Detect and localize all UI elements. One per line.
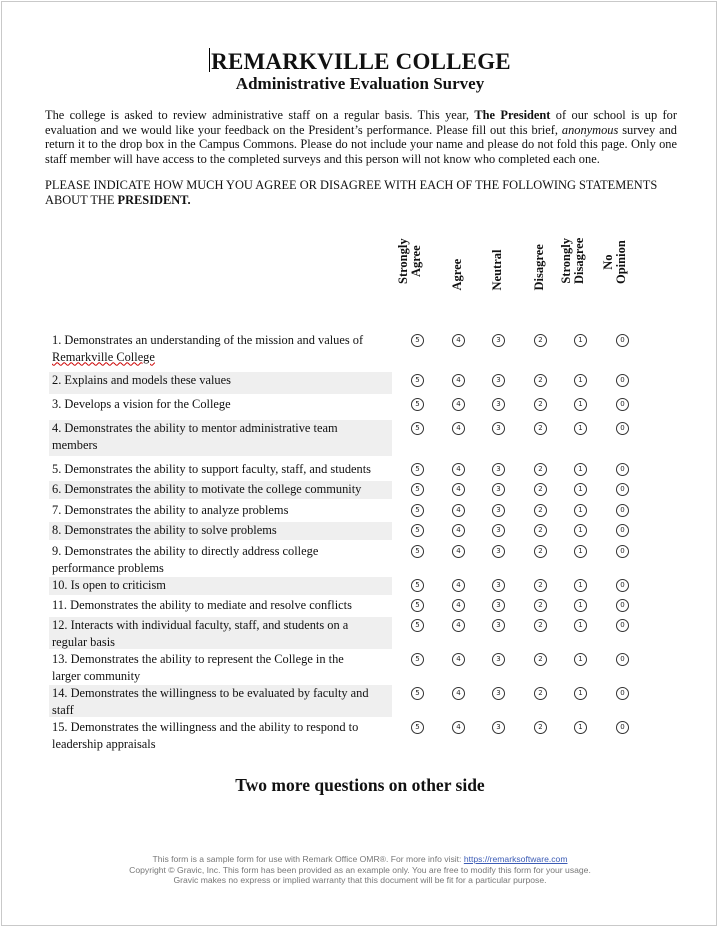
college-name-text: REMARKVILLE COLLEGE bbox=[211, 49, 511, 74]
response-bubble-neutral[interactable]: 3 bbox=[492, 579, 505, 592]
response-bubble-no-opinion[interactable]: 0 bbox=[616, 579, 629, 592]
response-bubble-no-opinion[interactable]: 0 bbox=[616, 374, 629, 387]
response-bubble-disagree[interactable]: 2 bbox=[534, 524, 547, 537]
response-bubble-neutral[interactable]: 3 bbox=[492, 398, 505, 411]
response-bubble-neutral[interactable]: 3 bbox=[492, 721, 505, 734]
response-bubble-strongly-disagree[interactable]: 1 bbox=[574, 504, 587, 517]
question-text-continued: performance problems bbox=[52, 560, 164, 575]
response-bubble-agree[interactable]: 4 bbox=[452, 579, 465, 592]
response-bubble-strongly-disagree[interactable]: 1 bbox=[574, 599, 587, 612]
response-bubble-strongly-disagree[interactable]: 1 bbox=[574, 653, 587, 666]
response-bubble-neutral[interactable]: 3 bbox=[492, 483, 505, 496]
survey-page bbox=[1, 1, 717, 926]
column-header-strongly-disagree bbox=[559, 217, 603, 297]
question-row bbox=[49, 332, 392, 366]
response-bubble-disagree[interactable]: 2 bbox=[534, 545, 547, 558]
column-header-label: No Opinion bbox=[601, 240, 628, 284]
footer-line-2: Copyright © Gravic, Inc. This form has been provided as an example only. You are free to modify this form for your usage. bbox=[129, 864, 591, 875]
column-header-label: Strongly Agree bbox=[396, 238, 423, 284]
footer bbox=[2, 854, 718, 886]
footer-link[interactable]: https://remarksoftware.com bbox=[463, 854, 568, 864]
response-bubble-strongly-agree[interactable]: 5 bbox=[411, 524, 424, 537]
question-text: 12. Interacts with individual faculty, staff, and students on a bbox=[52, 618, 349, 632]
response-bubble-neutral[interactable]: 3 bbox=[492, 374, 505, 387]
response-bubble-no-opinion[interactable]: 0 bbox=[616, 398, 629, 411]
survey-title: Administrative Evaluation Survey bbox=[235, 74, 485, 93]
question-text: 9. Demonstrates the ability to directly address college bbox=[52, 544, 319, 558]
question-row bbox=[49, 543, 392, 575]
response-bubble-neutral[interactable]: 3 bbox=[492, 653, 505, 666]
response-bubble-strongly-agree[interactable]: 5 bbox=[411, 579, 424, 592]
question-row bbox=[49, 577, 392, 595]
response-bubble-agree[interactable]: 4 bbox=[452, 721, 465, 734]
response-bubble-disagree[interactable]: 2 bbox=[534, 579, 547, 592]
response-bubble-strongly-disagree[interactable]: 1 bbox=[574, 483, 587, 496]
intro-italic: anonymous bbox=[561, 122, 619, 137]
response-bubble-strongly-disagree[interactable]: 1 bbox=[574, 687, 587, 700]
response-bubble-no-opinion[interactable]: 0 bbox=[616, 721, 629, 734]
response-bubble-no-opinion[interactable]: 0 bbox=[616, 524, 629, 537]
question-row bbox=[49, 481, 392, 499]
question-text-continued: Remarkville College bbox=[52, 349, 155, 364]
question-text-continued: members bbox=[52, 437, 98, 452]
question-text: 13. Demonstrates the ability to represent the College in the bbox=[52, 652, 344, 666]
question-row bbox=[49, 597, 392, 615]
response-bubble-disagree[interactable]: 2 bbox=[534, 721, 547, 734]
column-header-label: Neutral bbox=[490, 249, 504, 291]
column-header-label: Agree bbox=[450, 258, 464, 291]
footer-line-1 bbox=[2, 854, 718, 865]
column-header-no-opinion bbox=[601, 217, 645, 297]
response-bubble-disagree[interactable]: 2 bbox=[534, 463, 547, 476]
response-bubble-strongly-agree[interactable]: 5 bbox=[411, 599, 424, 612]
question-text: 8. Demonstrates the ability to solve problems bbox=[52, 523, 277, 537]
response-bubble-no-opinion[interactable]: 0 bbox=[616, 334, 629, 347]
response-bubble-strongly-disagree[interactable]: 1 bbox=[574, 422, 587, 435]
instruction-bold: PRESIDENT. bbox=[117, 192, 191, 207]
response-bubble-agree[interactable]: 4 bbox=[452, 545, 465, 558]
column-header-agree bbox=[447, 217, 481, 297]
response-bubble-agree[interactable]: 4 bbox=[452, 483, 465, 496]
intro-text-c: survey and return it to the drop box in the Campus Commons. Please do not include your name and please do not fold this page. Only one staff member will have access to the completed surveys and this person will not know who completed each one. bbox=[45, 122, 678, 166]
response-bubble-strongly-agree[interactable]: 5 bbox=[411, 334, 424, 347]
question-row bbox=[49, 461, 392, 479]
response-bubble-neutral[interactable]: 3 bbox=[492, 463, 505, 476]
question-text: 15. Demonstrates the willingness and the ability to respond to bbox=[52, 720, 359, 734]
question-text: 2. Explains and models these values bbox=[52, 373, 231, 387]
question-text: 10. Is open to criticism bbox=[52, 578, 166, 592]
response-bubble-no-opinion[interactable]: 0 bbox=[616, 653, 629, 666]
response-bubble-agree[interactable]: 4 bbox=[452, 687, 465, 700]
response-bubble-disagree[interactable]: 2 bbox=[534, 504, 547, 517]
response-bubble-disagree[interactable]: 2 bbox=[534, 334, 547, 347]
response-bubble-disagree[interactable]: 2 bbox=[534, 653, 547, 666]
response-bubble-neutral[interactable]: 3 bbox=[492, 545, 505, 558]
response-bubble-agree[interactable]: 4 bbox=[452, 653, 465, 666]
response-bubble-agree[interactable]: 4 bbox=[452, 504, 465, 517]
response-bubble-strongly-agree[interactable]: 5 bbox=[411, 721, 424, 734]
question-text-continued: staff bbox=[52, 702, 74, 717]
response-bubble-strongly-agree[interactable]: 5 bbox=[411, 422, 424, 435]
intro-paragraph bbox=[45, 108, 677, 166]
question-text: 7. Demonstrates the ability to analyze problems bbox=[52, 503, 289, 517]
response-bubble-agree[interactable]: 4 bbox=[452, 422, 465, 435]
response-bubble-disagree[interactable]: 2 bbox=[534, 599, 547, 612]
college-name bbox=[2, 48, 718, 75]
intro-text-a: The college is asked to review administrative staff on a regular basis. This year, bbox=[45, 108, 475, 122]
intro-bold: The President bbox=[474, 108, 551, 122]
question-text-continued: leadership appraisals bbox=[52, 736, 156, 751]
response-bubble-strongly-agree[interactable]: 5 bbox=[411, 374, 424, 387]
more-questions-note: Two more questions on other side bbox=[235, 775, 485, 795]
question-row bbox=[49, 420, 392, 456]
response-bubble-agree[interactable]: 4 bbox=[452, 599, 465, 612]
response-bubble-no-opinion[interactable]: 0 bbox=[616, 463, 629, 476]
response-bubble-agree[interactable]: 4 bbox=[452, 334, 465, 347]
response-bubble-no-opinion[interactable]: 0 bbox=[616, 599, 629, 612]
response-bubble-neutral[interactable]: 3 bbox=[492, 524, 505, 537]
response-bubble-disagree[interactable]: 2 bbox=[534, 422, 547, 435]
response-bubble-disagree[interactable]: 2 bbox=[534, 619, 547, 632]
column-header-strongly-agree bbox=[396, 217, 440, 297]
question-text: 4. Demonstrates the ability to mentor administrative team bbox=[52, 421, 338, 435]
question-row bbox=[49, 522, 392, 540]
question-row bbox=[49, 396, 392, 418]
column-header-label: Strongly Disagree bbox=[559, 237, 586, 284]
response-bubble-no-opinion[interactable]: 0 bbox=[616, 545, 629, 558]
question-text-continued: larger community bbox=[52, 668, 141, 683]
question-row bbox=[49, 617, 392, 649]
intro-text-b: of our school is up for evaluation and we would like your feedback on the President’s performance. Please fill out this brief, bbox=[45, 108, 677, 137]
footer-line-1-text: This form is a sample form for use with Remark Office OMR®. For more info visit: bbox=[152, 854, 464, 864]
column-header-label: Disagree bbox=[532, 244, 546, 291]
question-text-continued: regular basis bbox=[52, 634, 115, 649]
response-bubble-no-opinion[interactable]: 0 bbox=[616, 483, 629, 496]
response-bubble-strongly-disagree[interactable]: 1 bbox=[574, 721, 587, 734]
question-row bbox=[49, 372, 392, 394]
response-bubble-neutral[interactable]: 3 bbox=[492, 504, 505, 517]
response-bubble-disagree[interactable]: 2 bbox=[534, 687, 547, 700]
response-bubble-neutral[interactable]: 3 bbox=[492, 687, 505, 700]
response-bubble-agree[interactable]: 4 bbox=[452, 463, 465, 476]
question-row bbox=[49, 651, 392, 683]
response-bubble-no-opinion[interactable]: 0 bbox=[616, 422, 629, 435]
question-text: 1. Demonstrates an understanding of the mission and values of bbox=[52, 333, 364, 347]
response-bubble-disagree[interactable]: 2 bbox=[534, 374, 547, 387]
response-bubble-strongly-disagree[interactable]: 1 bbox=[574, 374, 587, 387]
question-row bbox=[49, 719, 392, 753]
response-bubble-strongly-disagree[interactable]: 1 bbox=[574, 619, 587, 632]
response-bubble-neutral[interactable]: 3 bbox=[492, 619, 505, 632]
response-bubble-strongly-disagree[interactable]: 1 bbox=[574, 545, 587, 558]
response-bubble-no-opinion[interactable]: 0 bbox=[616, 687, 629, 700]
response-bubble-strongly-agree[interactable]: 5 bbox=[411, 483, 424, 496]
response-bubble-strongly-agree[interactable]: 5 bbox=[411, 398, 424, 411]
response-bubble-disagree[interactable]: 2 bbox=[534, 398, 547, 411]
question-text: 3. Develops a vision for the College bbox=[52, 397, 231, 411]
instruction bbox=[45, 178, 677, 207]
response-bubble-agree[interactable]: 4 bbox=[452, 524, 465, 537]
response-bubble-agree[interactable]: 4 bbox=[452, 619, 465, 632]
response-bubble-agree[interactable]: 4 bbox=[452, 374, 465, 387]
response-bubble-strongly-agree[interactable]: 5 bbox=[411, 463, 424, 476]
response-bubble-neutral[interactable]: 3 bbox=[492, 599, 505, 612]
response-bubble-no-opinion[interactable]: 0 bbox=[616, 619, 629, 632]
response-bubble-strongly-disagree[interactable]: 1 bbox=[574, 463, 587, 476]
response-bubble-agree[interactable]: 4 bbox=[452, 398, 465, 411]
question-text: 5. Demonstrates the ability to support faculty, staff, and students bbox=[52, 462, 371, 476]
response-bubble-strongly-agree[interactable]: 5 bbox=[411, 653, 424, 666]
response-bubble-strongly-disagree[interactable]: 1 bbox=[574, 334, 587, 347]
question-row bbox=[49, 685, 392, 717]
response-bubble-strongly-agree[interactable]: 5 bbox=[411, 619, 424, 632]
column-header-disagree bbox=[529, 217, 563, 297]
question-text: 14. Demonstrates the willingness to be evaluated by faculty and bbox=[52, 686, 369, 700]
response-bubble-strongly-agree[interactable]: 5 bbox=[411, 504, 424, 517]
column-header-neutral bbox=[487, 217, 521, 297]
response-bubble-disagree[interactable]: 2 bbox=[534, 483, 547, 496]
instruction-text: PLEASE INDICATE HOW MUCH YOU AGREE OR DISAGREE WITH EACH OF THE FOLLOWING STATEMENTS ABOUT THE bbox=[45, 178, 658, 207]
response-bubble-strongly-agree[interactable]: 5 bbox=[411, 687, 424, 700]
footer-line-3: Gravic makes no express or implied warranty that this document will be fit for a particular purpose. bbox=[173, 875, 547, 886]
response-bubble-strongly-disagree[interactable]: 1 bbox=[574, 398, 587, 411]
response-bubble-neutral[interactable]: 3 bbox=[492, 422, 505, 435]
question-row bbox=[49, 502, 392, 520]
response-bubble-neutral[interactable]: 3 bbox=[492, 334, 505, 347]
response-bubble-strongly-disagree[interactable]: 1 bbox=[574, 524, 587, 537]
question-text: 11. Demonstrates the ability to mediate and resolve conflicts bbox=[52, 598, 352, 612]
response-bubble-strongly-disagree[interactable]: 1 bbox=[574, 579, 587, 592]
response-bubble-no-opinion[interactable]: 0 bbox=[616, 504, 629, 517]
question-text: 6. Demonstrates the ability to motivate the college community bbox=[52, 482, 362, 496]
response-bubble-strongly-agree[interactable]: 5 bbox=[411, 545, 424, 558]
